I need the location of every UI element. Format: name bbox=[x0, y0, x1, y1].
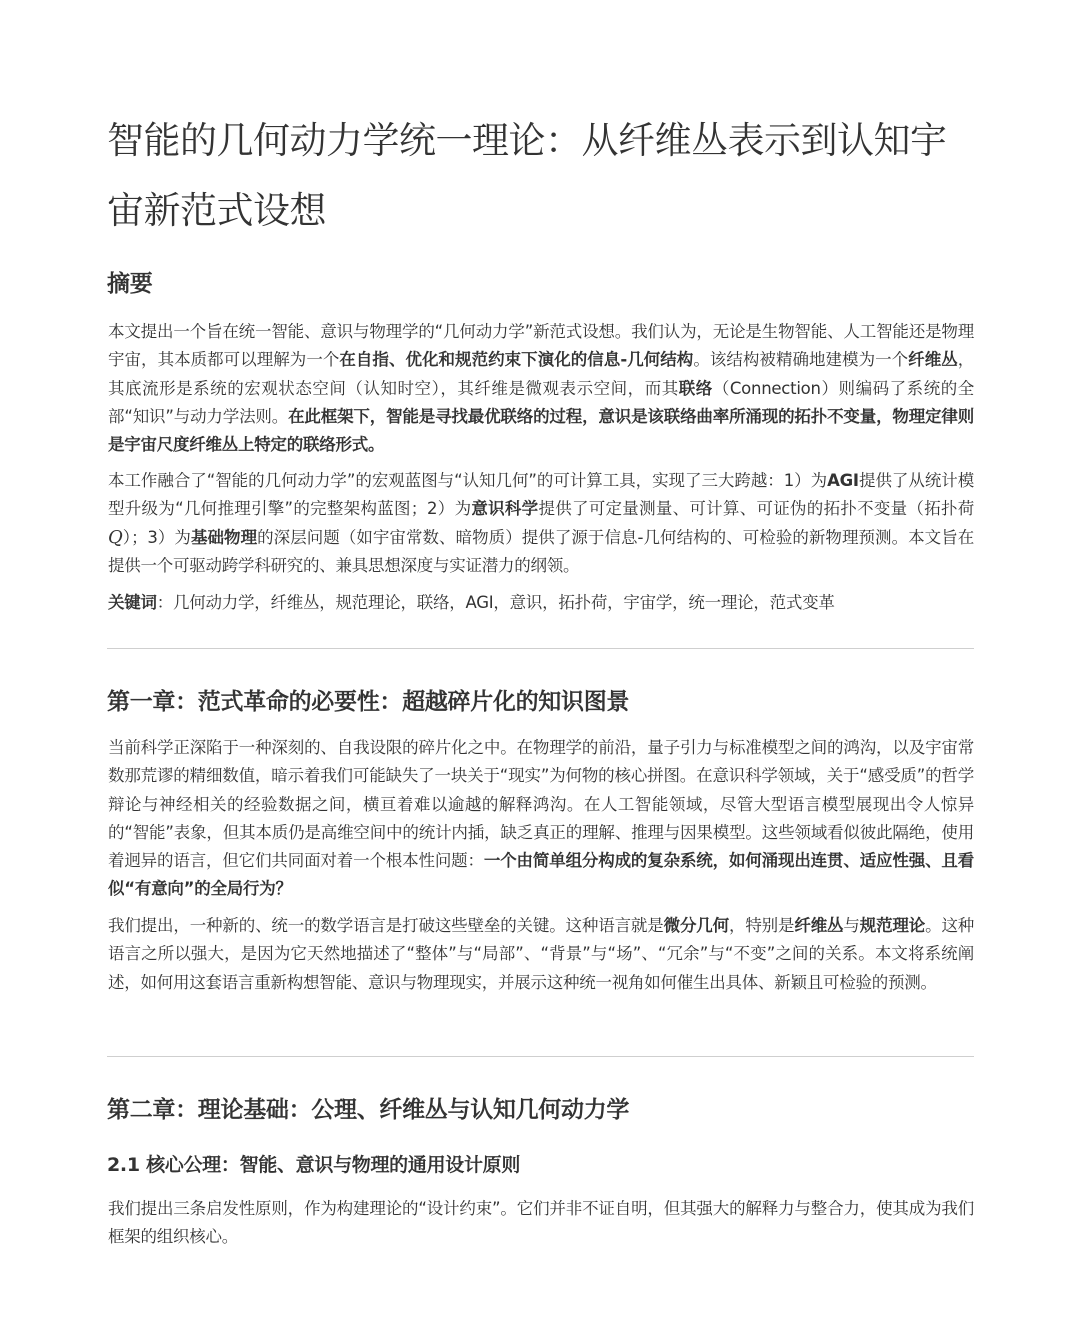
text-run: 。该结构被精确地建模为一个 bbox=[693, 350, 909, 370]
text-run: ）；3）为 bbox=[122, 527, 191, 547]
bold-text-run: 基础物理 bbox=[190, 527, 258, 547]
text-run: 的深层问题（如宇宙常数、暗物质）提供了源于信息-几何结构的、可检验的新物理预测。本文旨在提供一个可驱动跨学科研究的、兼具思想深度与实证潜力的纲领。 bbox=[108, 527, 974, 575]
keywords-paragraph bbox=[108, 589, 974, 617]
text-run: 与 bbox=[843, 916, 860, 935]
text-run: 本工作融合了“智能的几何动力学”的宏观蓝图与“认知几何”的可计算工具，实现了三大跨越：1）为 bbox=[108, 471, 828, 490]
chapter-1-heading: 第一章：范式革命的必要性：超越碎片化的知识图景 bbox=[107, 689, 630, 715]
text-run: （Connection）则编码了系统的全部“知识”与动力学法则。 bbox=[108, 378, 975, 426]
keywords-label: 关键词 bbox=[108, 593, 157, 612]
bold-text-run: 纤维丛 bbox=[794, 916, 844, 935]
abstract-paragraph-2 bbox=[108, 467, 974, 580]
section-2-1-heading: 2.1 核心公理：智能、意识与物理的通用设计原则 bbox=[107, 1154, 521, 1176]
section-2-1-paragraph-1: 我们提出三条启发性原则，作为构建理论的“设计约束”。它们并非不证自明，但其强大的解释力与整合力，使其成为我们框架的组织核心。 bbox=[108, 1199, 974, 1247]
text-run: ，其底流形是系统的宏观状态空间（认知时空），其纤维是微观表示空间，而其 bbox=[108, 350, 975, 398]
text-run: ，特别是 bbox=[728, 916, 795, 935]
bold-text-run: 微分几何 bbox=[663, 916, 729, 935]
math-symbol-q: Q bbox=[108, 526, 123, 548]
keywords-text: ：几何动力学，纤维丛，规范理论，联络，AGI，意识，拓扑荷，宇宙学，统一理论，范式变革 bbox=[156, 593, 835, 612]
document-title: 智能的几何动力学统一理论：从纤维丛表示到认知宇宙新范式设想 bbox=[107, 119, 947, 232]
bold-text-run: 规范理论 bbox=[859, 916, 926, 935]
text-run: 提供了可定量测量、可计算、可证伪的拓扑不变量（拓扑荷 bbox=[538, 499, 974, 519]
bold-text-run: 在此框架下，智能是寻找最优联络的过程，意识是该联络曲率所涌现的拓扑不变量，物理定律则是宇宙尺度纤维丛上特定的联络形式。 bbox=[108, 406, 974, 455]
bold-text-run: AGI bbox=[827, 471, 859, 490]
chapter-2-heading: 第二章：理论基础：公理、纤维丛与认知几何动力学 bbox=[107, 1097, 630, 1123]
bold-text-run: 联络 bbox=[678, 378, 713, 398]
bold-text-run: 意识科学 bbox=[471, 499, 539, 519]
chapter-1-paragraph-1 bbox=[108, 734, 974, 904]
bold-text-run: 一个由简单组分构成的复杂系统，如何涌现出连贯、适应性强、且看似“有意向”的全局行为？ bbox=[108, 851, 975, 899]
abstract-heading: 摘要 bbox=[107, 271, 153, 297]
text-run: 。这种语言之所以强大，是因为它天然地描述了“整体”与“局部”、“背景”与“场”、“冗余”与“不变”之间的关系。本文将系统阐述，如何用这套语言重新构想智能、意识与物理现实，并展示这种统一视角如何催生出具体、新颖且可检验的预测。 bbox=[108, 916, 975, 992]
section-divider bbox=[107, 1056, 974, 1057]
text-run: 当前科学正深陷于一种深刻的、自我设限的碎片化之中。在物理学的前沿，量子引力与标准模型之间的鸿沟，以及宇宙常数那荒谬的精细数值，暗示着我们可能缺失了一块关于“现实”为何物的核心拼图。在意识科学领域，关于“感受质”的哲学辩论与神经相关的经验数据之间，横亘着难以逾越的解释鸿沟。在人工智能领域，尽管大型语言模型展现出令人惊异的“智能”表象，但其本质仍是高维空间中的统计内插，缺乏真正的理解、推理与因果模型。这些领域看似彼此隔绝，使用着迥异的语言，但它们共同面对着一个根本性问题： bbox=[108, 738, 974, 871]
text-run: 我们提出，一种新的、统一的数学语言是打破这些壁垒的关键。这种语言就是 bbox=[108, 916, 664, 935]
text-run: 本文提出一个旨在统一智能、意识与物理学的“几何动力学”新范式设想。我们认为，无论是生物智能、人工智能还是物理宇宙，其本质都可以理解为一个 bbox=[108, 322, 974, 370]
section-divider bbox=[107, 648, 974, 649]
text-run: 提供了从统计模型升级为“几何推理引擎”的完整架构蓝图；2）为 bbox=[108, 471, 974, 519]
bold-text-run: 纤维丛 bbox=[908, 350, 958, 370]
abstract-paragraph-1 bbox=[108, 318, 974, 459]
bold-text-run: 在自指、优化和规范约束下演化的信息-几何结构 bbox=[339, 350, 694, 370]
chapter-1-paragraph-2 bbox=[108, 912, 974, 997]
